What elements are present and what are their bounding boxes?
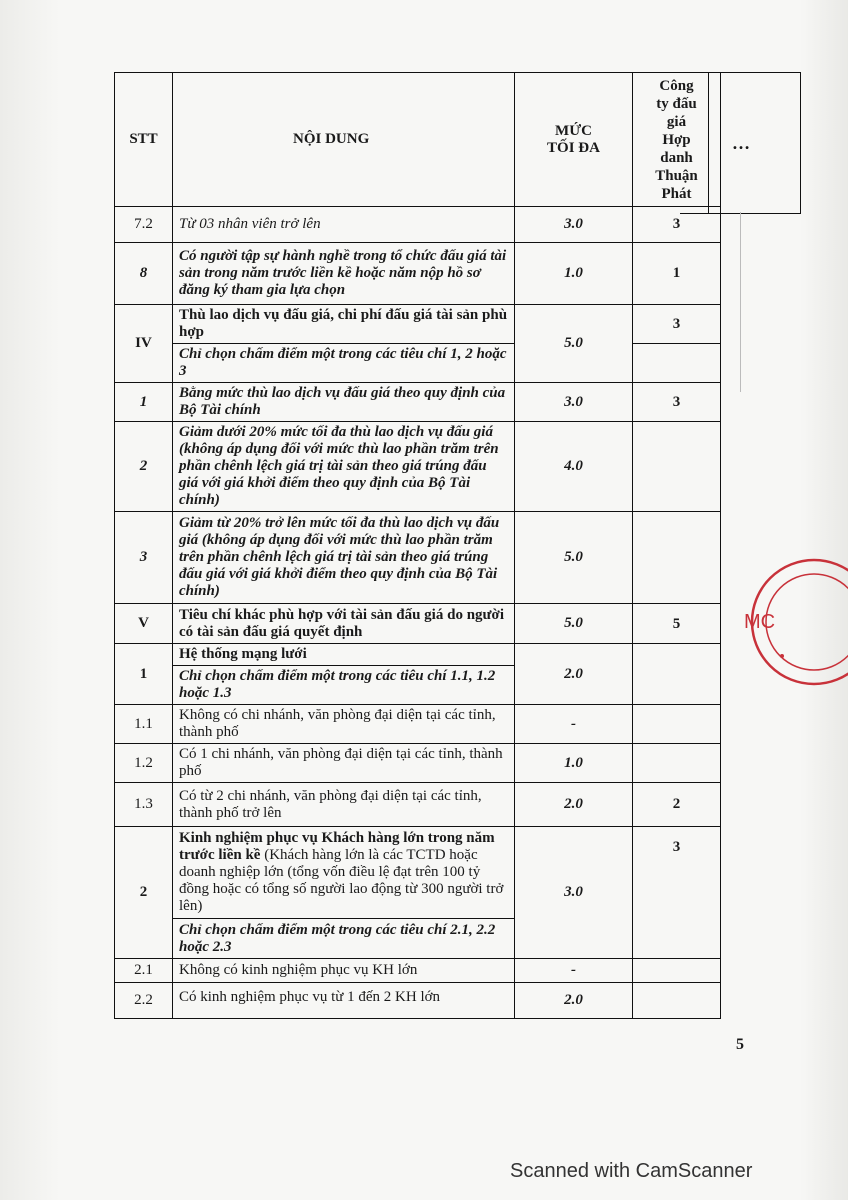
header-max-score: MỨC TỐI ĐA: [515, 73, 633, 207]
table-row: Chỉ chọn chấm điểm một trong các tiêu chí 1, 2 hoặc 3: [115, 344, 721, 383]
table-row: 1.3 Có từ 2 chi nhánh, văn phòng đại diện tại các tỉnh, thành phố trở lên 2.0 2: [115, 783, 721, 827]
table-row: 3 Giảm từ 20% trở lên mức tối đa thù lao dịch vụ đấu giá (không áp dụng đối với mức thù lao phần trăm trên phần chênh lệch giá trị tài sản theo giá trúng đấu giá với giá khởi điểm theo quy định của Bộ Tài chính) 5.0: [115, 512, 721, 604]
table-row: Chỉ chọn chấm điểm một trong các tiêu chí 1.1, 1.2 hoặc 1.3: [115, 666, 721, 705]
table-row: 2 Giảm dưới 20% mức tối đa thù lao dịch vụ đấu giá (không áp dụng đối với mức thù lao phần trăm trên phần chênh lệch giá trị tài sản theo giá trúng đấu giá với giá khởi điểm theo quy định của Bộ Tài chính) 4.0: [115, 422, 721, 512]
table-row: IV Thù lao dịch vụ đấu giá, chi phí đấu giá tài sản phù hợp 5.0 3: [115, 305, 721, 344]
header-company: Công ty đấu giá Hợp danh Thuận Phát: [633, 73, 721, 207]
bleed-through-lines: [740, 212, 801, 392]
header-stt: STT: [115, 73, 173, 207]
table-row: 2.2 Có kinh nghiệm phục vụ từ 1 đến 2 KH lớn 2.0: [115, 983, 721, 1019]
table-row: Chỉ chọn chấm điểm một trong các tiêu chí 2.1, 2.2 hoặc 2.3: [115, 919, 721, 959]
stamp-letters: MC: [744, 611, 776, 633]
table-row: V Tiêu chí khác phù hợp với tài sản đấu giá do người có tài sản đấu giá quyết định 5.0 5: [115, 604, 721, 644]
evaluation-criteria-table: [114, 72, 721, 1019]
bleed-through-text: [680, 466, 760, 477]
table-row: 1 Bằng mức thù lao dịch vụ đấu giá theo quy định của Bộ Tài chính 3.0 3: [115, 383, 721, 422]
table-row: 7.2 Từ 03 nhân viên trở lên 3.0 3: [115, 207, 721, 243]
ellipsis-mark: …: [732, 133, 750, 153]
header-content: NỘI DUNG: [173, 73, 515, 207]
table-row: 1.1 Không có chi nhánh, văn phòng đại diện tại các tỉnh, thành phố -: [115, 705, 721, 744]
table-row: 2.1 Không có kinh nghiệm phục vụ KH lớn -: [115, 959, 721, 983]
table-header-row: [115, 73, 721, 207]
company-seal-stamp: [744, 552, 848, 692]
table-row: 8 Có người tập sự hành nghề trong tổ chức đấu giá tài sản trong năm trước liền kề hoặc năm nộp hồ sơ đăng ký tham gia lựa chọn 1.0 1: [115, 243, 721, 305]
table-row: 1.2 Có 1 chi nhánh, văn phòng đại diện tại các tỉnh, thành phố 1.0: [115, 744, 721, 783]
page-number: 5: [736, 1036, 744, 1053]
scanner-watermark: Scanned with CamScanner: [510, 1160, 753, 1182]
table-row: 1 Hệ thống mạng lưới 2.0: [115, 644, 721, 666]
table-row: 2 Kinh nghiệm phục vụ Khách hàng lớn trong năm trước liền kề (Khách hàng lớn là các TCTD hoặc doanh nghiệp lớn (tổng vốn điều lệ đạt trên 100 tỷ đồng hoặc có tổng số người lao động từ 300 người trở lên) 3.0 3: [115, 827, 721, 919]
